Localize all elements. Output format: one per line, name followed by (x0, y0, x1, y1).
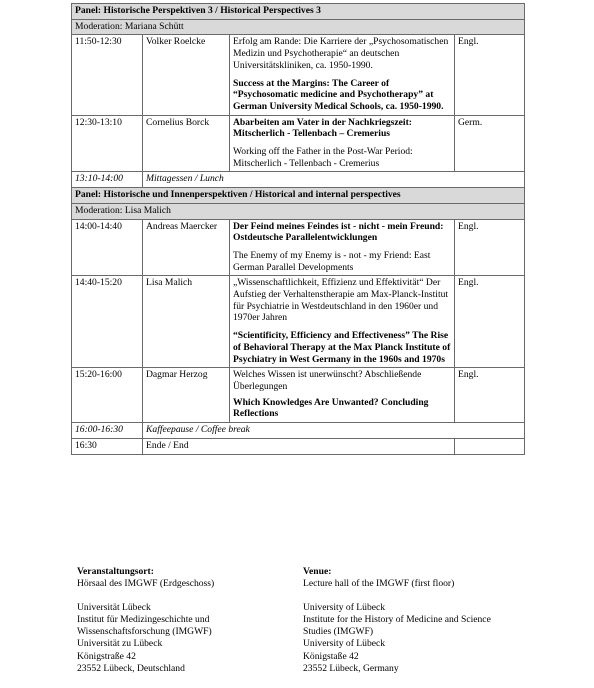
venue-address-line: Königstaße 42 (303, 650, 359, 662)
venue-spacer (77, 590, 287, 602)
talk-language: Germ. (455, 115, 525, 172)
venue-address-line: Institut für Medizingeschichte und (77, 614, 210, 626)
venue-address-line: Königstraße 42 (77, 650, 136, 662)
panel-header-row (72, 188, 525, 204)
talk-row (72, 115, 525, 172)
end-label: Ende / End (143, 438, 455, 454)
end-empty-cell (455, 438, 525, 454)
talk-row (72, 276, 525, 368)
talk-time: 14:40-15:20 (72, 276, 143, 368)
venue-hall: Hörsaal des IMGWF (Erdgeschoss) (77, 578, 215, 590)
venue-heading: Veranstaltungsort: (77, 566, 154, 577)
talk-speaker: Dagmar Herzog (143, 368, 230, 423)
venue-address-line: 23552 Lübeck, Deutschland (77, 662, 185, 674)
venue-hall: Lecture hall of the IMGWF (first floor) (303, 578, 455, 590)
end-time: 16:30 (72, 438, 143, 454)
break-label: Kaffeepause / Coffee break (143, 423, 525, 439)
panel-header-row (72, 4, 525, 20)
talk-speaker: Cornelius Borck (143, 115, 230, 172)
talk-language: Engl. (455, 35, 525, 115)
venue-address-line: University of Lübeck (303, 638, 386, 650)
talk-title-de: Erfolg am Rande: Die Karriere der „Psychosomatischen Medizin und Psychotherapie“ an deutschen Universitätskliniken, ca. 1950-1990. (233, 36, 449, 71)
venue-address-line: Institute for the History of Medicine and Science (303, 614, 491, 626)
talk-title-cell (230, 276, 455, 368)
talk-title-de: Der Feind meines Feindes ist - nicht - mein Freund: Ostdeutsche Parallelentwicklungen (233, 220, 444, 244)
venue-german (77, 566, 287, 675)
talk-row (72, 35, 525, 115)
moderation: Moderation: Lisa Malich (72, 203, 525, 219)
talk-title-cell (230, 115, 455, 172)
moderation: Moderation: Mariana Schütt (72, 19, 525, 35)
break-time: 13:10-14:00 (72, 172, 143, 188)
break-time: 16:00-16:30 (72, 423, 143, 439)
venue-address-line: University of Lübeck (303, 602, 386, 614)
talk-title-en: Which Knowledges Are Unwanted? Concluding Reflections (233, 396, 429, 420)
end-row (72, 438, 525, 454)
talk-title-en: Working off the Father in the Post-War Period: Mitscherlich - Tellenbach - Cremerius (233, 146, 413, 169)
talk-title-cell (230, 35, 455, 115)
venue-address-line: Universität Lübeck (77, 602, 151, 614)
talk-title-de: Welches Wissen ist unerwünscht? Abschließende Überlegungen (233, 369, 422, 392)
break-row-lunch (72, 172, 525, 188)
moderation-row (72, 203, 525, 219)
talk-speaker: Andreas Maercker (143, 219, 230, 276)
break-label: Mittagessen / Lunch (143, 172, 525, 188)
talk-title-cell (230, 368, 455, 423)
break-row-coffee (72, 423, 525, 439)
talk-title-de: Abarbeiten am Vater in der Nachkriegszeit: Mitscherlich - Tellenbach – Cremerius (233, 116, 412, 140)
talk-language: Engl. (455, 276, 525, 368)
venue-spacer (303, 590, 543, 602)
talk-time: 14:00-14:40 (72, 219, 143, 276)
talk-title-en: Success at the Margins: The Career of “Psychosomatic medicine and Psychotherapy” at German University Medical Schools, ca. 1950-1990. (233, 77, 444, 112)
venue-address-line: Wissenschaftsforschung (IMGWF) (77, 626, 212, 638)
venue-english (303, 566, 543, 675)
talk-title-en: “Scientificity, Efficiency and Effectiveness” The Rise of Behavioral Therapy at the Max Planck Institute of Psychiatry in West Germany in the 1960s and 1970s (233, 330, 451, 365)
talk-title-cell (230, 219, 455, 276)
talk-language: Engl. (455, 368, 525, 423)
talk-title-de: „Wissenschaftlichkeit, Effizienz und Effektivität“ Der Aufstieg der Verhaltenstherapie am Max-Planck-Institut für Psychiatrie in Westdeutschland in den 1960er und 1970er Jahren (233, 277, 449, 324)
panel-title: Panel: Historische Perspektiven 3 / Historical Perspectives 3 (72, 4, 525, 20)
moderation-row (72, 19, 525, 35)
venue-address-line: Studies (IMGWF) (303, 626, 374, 638)
talk-row (72, 219, 525, 276)
talk-time: 11:50-12:30 (72, 35, 143, 115)
venue-address-line: 23552 Lübeck, Germany (303, 662, 399, 674)
program-table (71, 3, 525, 455)
venue-heading: Venue: (303, 566, 332, 577)
panel-title: Panel: Historische und Innenperspektiven / Historical and internal perspectives (72, 188, 525, 204)
talk-time: 12:30-13:10 (72, 115, 143, 172)
venue-address-line: Universität zu Lübeck (77, 638, 163, 650)
talk-row (72, 368, 525, 423)
talk-language: Engl. (455, 219, 525, 276)
talk-time: 15:20-16:00 (72, 368, 143, 423)
talk-title-en: The Enemy of my Enemy is - not - my Friend: East German Parallel Developments (233, 249, 431, 273)
talk-speaker: Lisa Malich (143, 276, 230, 368)
talk-speaker: Volker Roelcke (143, 35, 230, 115)
